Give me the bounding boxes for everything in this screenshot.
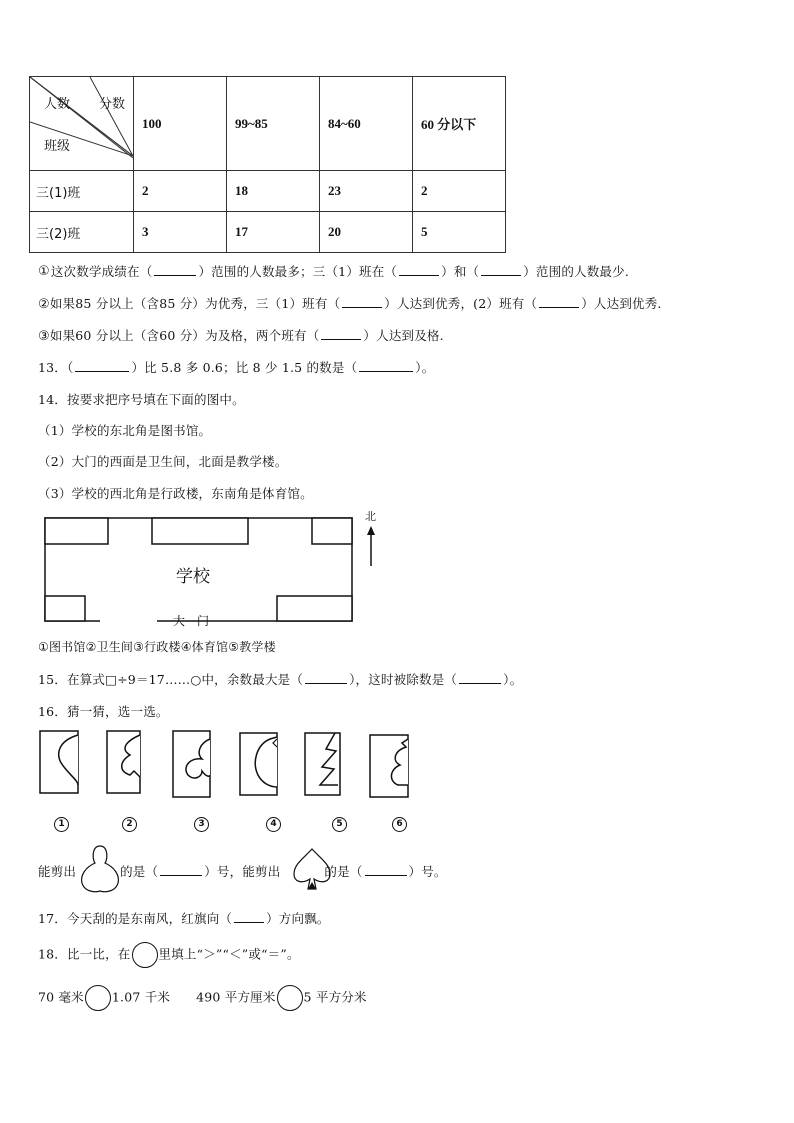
corner-label-score: 分数 bbox=[99, 97, 126, 112]
q14-options bbox=[38, 638, 276, 655]
map-slot-southwest[interactable] bbox=[45, 596, 85, 621]
q12-sub3-text-a: 如果60 分以上（含60 分）为及格，两个班有（ bbox=[49, 328, 320, 343]
answer-blank[interactable] bbox=[234, 910, 264, 923]
q12-sub1-text-a: 这次数学成绩在（ bbox=[50, 264, 153, 279]
paper-shape-1 bbox=[40, 731, 78, 793]
option-library: ①图书馆 bbox=[38, 640, 86, 654]
col-header-99-85: 99~85 bbox=[227, 77, 320, 171]
answer-blank[interactable] bbox=[160, 863, 202, 876]
question-15 bbox=[38, 670, 522, 688]
map-slot-northeast[interactable] bbox=[312, 518, 352, 544]
option-admin-building: ③行政楼 bbox=[133, 640, 181, 654]
map-slot-northwest[interactable] bbox=[45, 518, 108, 544]
option-restroom: ②卫生间 bbox=[85, 640, 134, 654]
q13-text-c: ）。 bbox=[415, 360, 435, 375]
q14-item-2: （2）大门的西面是卫生间，北面是教学楼。 bbox=[38, 454, 288, 469]
table-cell: 17 bbox=[227, 212, 320, 253]
north-arrow-head bbox=[367, 526, 375, 535]
q18-title bbox=[38, 942, 300, 968]
compare-circle-icon bbox=[132, 942, 158, 968]
answer-blank[interactable] bbox=[365, 863, 407, 876]
row-class-label: 三(1)班 bbox=[30, 171, 134, 212]
answer-blank[interactable] bbox=[305, 671, 347, 684]
q18-title-b: 里填上“＞”“＜”或“＝”。 bbox=[158, 946, 300, 962]
q12-sub2-text-c: ）人达到优秀. bbox=[581, 296, 662, 311]
map-slot-southeast[interactable] bbox=[277, 596, 352, 621]
paper-shape-2 bbox=[107, 731, 140, 793]
map-school-label: 学校 bbox=[176, 567, 210, 587]
compare-1-right: 1.07 千米 bbox=[111, 989, 171, 1005]
paper-shape-5 bbox=[305, 733, 340, 795]
paper-shape-6 bbox=[370, 735, 408, 797]
col-header-below-60: 60 分以下 bbox=[413, 77, 506, 171]
paper-shapes bbox=[30, 725, 420, 805]
q12-sub2 bbox=[38, 294, 662, 312]
option-teaching-building: ⑤教学楼 bbox=[228, 640, 276, 654]
answer-blank[interactable] bbox=[342, 295, 382, 308]
table-row bbox=[30, 212, 506, 253]
table-corner-cell bbox=[30, 77, 134, 171]
map-gate-label: 大 门 bbox=[173, 614, 210, 628]
q14-title: 14．按要求把序号填在下面的图中。 bbox=[38, 392, 245, 407]
q13-text-a: 13．（ bbox=[38, 360, 74, 375]
q12-sub1 bbox=[38, 262, 629, 280]
paper-shape-4 bbox=[240, 733, 277, 795]
answer-blank[interactable] bbox=[154, 263, 196, 276]
compare-2-left: 490 平方厘米 bbox=[196, 989, 276, 1005]
table-cell: 23 bbox=[320, 171, 413, 212]
table-row bbox=[30, 171, 506, 212]
q12-sub3 bbox=[38, 326, 444, 344]
answer-blank[interactable] bbox=[539, 295, 579, 308]
q12-sub1-text-d: ）范围的人数最少. bbox=[523, 264, 630, 279]
q14-item-1: （1）学校的东北角是图书馆。 bbox=[38, 423, 212, 438]
score-table bbox=[29, 76, 506, 253]
q18-title-a: 18．比一比，在 bbox=[38, 946, 131, 962]
question-17 bbox=[38, 909, 330, 927]
shape-label-3: 3 bbox=[194, 815, 209, 832]
question-13 bbox=[38, 358, 434, 376]
q16-text-c: ）号，能剪出 bbox=[204, 864, 281, 879]
table-cell: 20 bbox=[320, 212, 413, 253]
corner-label-people: 人数 bbox=[44, 97, 71, 112]
q13-text-b: ）比 5.8 多 0.6；比 8 少 1.5 的数是（ bbox=[131, 360, 358, 375]
q15-text-a: 15．在算式□÷9＝17……○中，余数最大是（ bbox=[38, 672, 304, 687]
shape-label-5: 5 bbox=[332, 815, 347, 832]
option-gym: ④体育馆 bbox=[180, 640, 229, 654]
q12-sub2-mark: ② bbox=[38, 297, 50, 312]
corner-label-class: 班级 bbox=[44, 139, 71, 154]
table-cell: 3 bbox=[134, 212, 227, 253]
q12-sub3-mark: ③ bbox=[38, 329, 50, 344]
shape-label-2: 2 bbox=[122, 815, 137, 832]
table-cell: 5 bbox=[413, 212, 506, 253]
compare-1-answer-circle[interactable] bbox=[85, 985, 111, 1011]
shape-labels bbox=[54, 815, 414, 833]
q16-text-e: ）号。 bbox=[408, 864, 447, 879]
q12-sub1-text-b: ）范围的人数最多；三（1）班在（ bbox=[198, 264, 398, 279]
q16-text-a: 能剪出 bbox=[38, 864, 77, 879]
col-header-84-60: 84~60 bbox=[320, 77, 413, 171]
shape-label-6: 6 bbox=[392, 815, 407, 832]
q15-text-b: ），这时被除数是（ bbox=[349, 672, 458, 687]
q15-text-c: ）。 bbox=[503, 672, 523, 687]
q18-comparisons bbox=[38, 985, 367, 1011]
table-cell: 2 bbox=[134, 171, 227, 212]
q12-sub1-mark: ① bbox=[38, 264, 50, 279]
compare-2-answer-circle[interactable] bbox=[277, 985, 303, 1011]
corner-diagonal-lines bbox=[30, 77, 140, 170]
q12-sub2-text-a: 如果85 分以上（含85 分）为优秀，三（1）班有（ bbox=[49, 296, 341, 311]
answer-blank[interactable] bbox=[399, 263, 439, 276]
q12-sub1-text-c: ）和（ bbox=[441, 264, 480, 279]
col-header-100: 100 bbox=[134, 77, 227, 171]
table-header-row bbox=[30, 77, 506, 171]
q17-text-b: ）方向飘。 bbox=[266, 911, 330, 926]
q12-sub3-text-b: ）人达到及格. bbox=[363, 328, 444, 343]
school-map bbox=[40, 508, 390, 630]
table-cell: 18 bbox=[227, 171, 320, 212]
q14-item-3: （3）学校的西北角是行政楼，东南角是体育馆。 bbox=[38, 486, 313, 501]
compare-1-left: 70 毫米 bbox=[38, 989, 84, 1005]
shape-label-1: 1 bbox=[54, 815, 69, 832]
q16-text-d: 的是（ bbox=[324, 864, 363, 879]
q16-text-b: 的是（ bbox=[120, 864, 159, 879]
spade-icon bbox=[290, 846, 334, 892]
answer-blank[interactable] bbox=[459, 671, 501, 684]
answer-blank[interactable] bbox=[481, 263, 521, 276]
compare-2-right: 5 平方分米 bbox=[303, 989, 367, 1005]
gourd-icon bbox=[78, 843, 122, 895]
map-north-label: 北 bbox=[365, 510, 376, 523]
answer-blank[interactable] bbox=[359, 359, 413, 372]
q16-title: 16．猜一猜，选一选。 bbox=[38, 704, 169, 719]
row-class-label: 三(2)班 bbox=[30, 212, 134, 253]
shape-label-4: 4 bbox=[266, 815, 281, 832]
paper-shape-3 bbox=[173, 731, 210, 797]
answer-blank[interactable] bbox=[75, 359, 129, 372]
answer-blank[interactable] bbox=[321, 327, 361, 340]
table-cell: 2 bbox=[413, 171, 506, 212]
q12-sub2-text-b: ）人达到优秀，(2）班有（ bbox=[384, 296, 538, 311]
q17-text-a: 17．今天刮的是东南风，红旗向（ bbox=[38, 911, 233, 926]
map-slot-north[interactable] bbox=[152, 518, 248, 544]
